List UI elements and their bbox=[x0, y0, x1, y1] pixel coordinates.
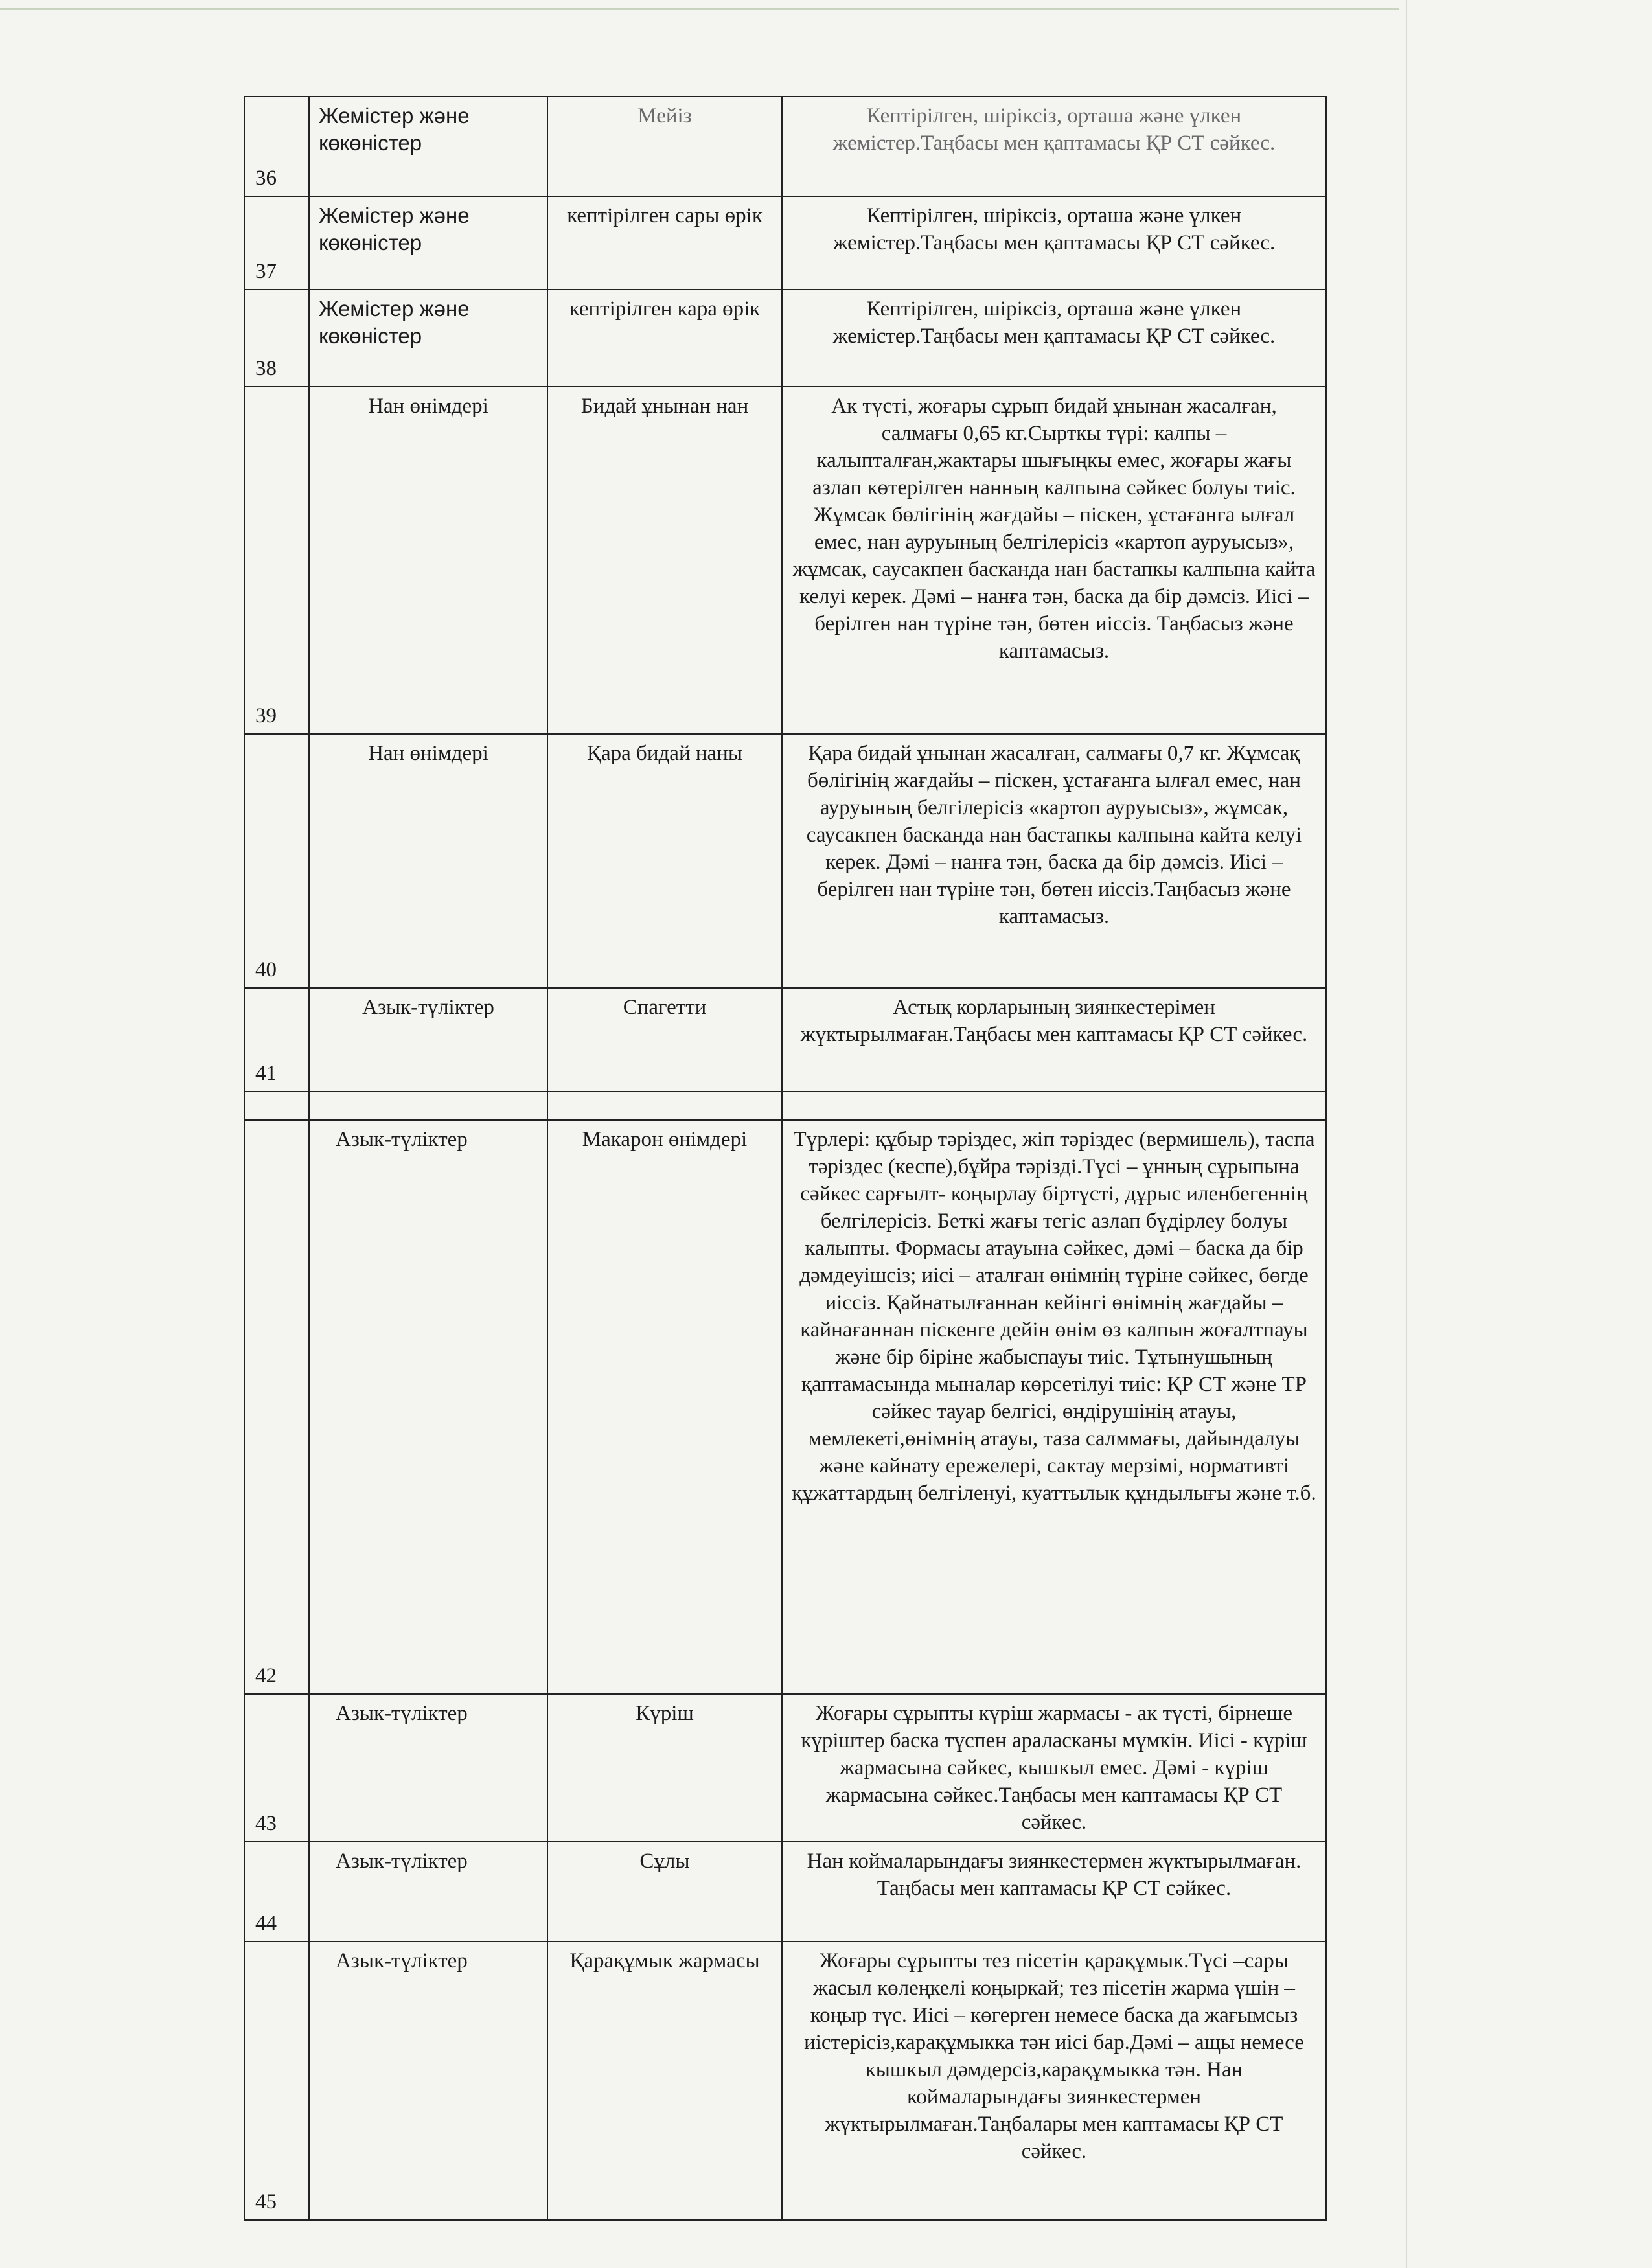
spacer-cell bbox=[309, 1092, 547, 1120]
row-category: Нан өнімдері bbox=[309, 734, 547, 988]
row-description: Ак түсті, жоғары сұрып бидай ұнынан жасалған, салмағы 0,65 кг.Сырткы түрі: калпы –калыпталған,жактары шығыңкы емес, жоғары жағы азлап көтерілген нанның калпына сәйкес болуы тиіс. Жұмсак бөлігінің жағдайы – піскен, ұстағанга ылғал емес, нан ауруының белгілерісіз «картоп ауруысыз», жұмсак, саусакпен басканда нан бастапкы калпына кайта келуі керек. Дәмі – нанға тән, баска да бір дәмсіз. Иісі – берілген нан түріне тән, бөтен иіссіз. Таңбасыз және каптамасыз. bbox=[782, 387, 1326, 734]
table-row bbox=[244, 1694, 1326, 1842]
row-product: Күріш bbox=[547, 1694, 782, 1842]
row-number: 40 bbox=[244, 734, 309, 988]
row-category: Азык-түліктер bbox=[309, 1842, 547, 1942]
table-row bbox=[244, 1120, 1326, 1694]
row-category: Жемістер және көкөністер bbox=[309, 290, 547, 387]
row-number: 42 bbox=[244, 1120, 309, 1694]
row-category: Жемістер және көкөністер bbox=[309, 196, 547, 290]
table-row bbox=[244, 290, 1326, 387]
scan-page-edge bbox=[1406, 0, 1407, 2268]
spacer-cell bbox=[782, 1092, 1326, 1120]
row-number: 41 bbox=[244, 988, 309, 1092]
table-spacer-row bbox=[244, 1092, 1326, 1120]
row-description: Жоғары сұрыпты тез пісетін қарақұмык.Түсі –сары жасыл көлеңкелі коңыркай; тез пісетін жарма үшін – коңыр түс. Иісі – көгерген немесе баска да жағымсыз иістерісіз,карақұмыкка тән иісі бар.Дәмі – ащы немесе кышкыл дәмдерсіз,карақұмыкка тән. Нан коймаларындағы зиянкестермен жүктырылмаған.Таңбалары мен каптамасы ҚР СТ сәйкес. bbox=[782, 1942, 1326, 2220]
spacer-cell bbox=[244, 1092, 309, 1120]
row-product: Қарақұмык жармасы bbox=[547, 1942, 782, 2220]
row-product: кептірілген кара өрік bbox=[547, 290, 782, 387]
table-row bbox=[244, 988, 1326, 1092]
row-number: 38 bbox=[244, 290, 309, 387]
row-description: Кептірілген, шіріксіз, орташа және үлкен жемістер.Таңбасы мен қаптамасы ҚР СТ сәйкес. bbox=[782, 97, 1326, 196]
row-number: 43 bbox=[244, 1694, 309, 1842]
spacer-cell bbox=[547, 1092, 782, 1120]
row-product: кептірілген сары өрік bbox=[547, 196, 782, 290]
table-row bbox=[244, 97, 1326, 196]
row-product: Мейіз bbox=[547, 97, 782, 196]
table-row bbox=[244, 1942, 1326, 2220]
row-number: 45 bbox=[244, 1942, 309, 2220]
table-row bbox=[244, 196, 1326, 290]
row-product: Спагетти bbox=[547, 988, 782, 1092]
product-spec-table bbox=[244, 96, 1327, 2221]
row-product: Макарон өнімдері bbox=[547, 1120, 782, 1694]
row-description: Түрлері: құбыр тәріздес, жіп тәріздес (вермишель), таспа тәріздес (кеспе),бұйра тәрізді.Түсі – ұнның сұрыпына сәйкес сарғылт- коңырлау біртүсті, дұрыс иленбегеннің белгілерісіз. Беткі жағы тегіс азлап бүдірлеу болуы калыпты. Формасы атауына сәйкес, дәмі – баска да бір дәмдеуішсіз; иісі – аталған өнімнің түріне сәйкес, бөгде иіссіз. Қайнатылғаннан кейінгі өнімнің жағдайы – кайнағаннан піскенге дейін өнім өз калпын жоғалтпауы және бір біріне жабыспауы тиіс. Тұтынушының қаптамасында мыналар көрсетілуі тиіс: ҚР СТ және ТР сәйкес тауар белгісі, өндірушінің атауы, мемлекеті,өнімнің атауы, таза салммағы, дайындалуы және кайнату ережелері, сактау мерзімі, нормативті құжаттардың белгіленуі, куаттылык құндылығы және т.б. bbox=[782, 1120, 1326, 1694]
row-category: Азык-түліктер bbox=[309, 988, 547, 1092]
row-description: Астық корларының зиянкестерімен жүктырылмаған.Таңбасы мен каптамасы ҚР СТ сәйкес. bbox=[782, 988, 1326, 1092]
row-description: Кептірілген, шіріксіз, орташа және үлкен жемістер.Таңбасы мен қаптамасы ҚР СТ сәйкес. bbox=[782, 196, 1326, 290]
row-description: Кептірілген, шіріксіз, орташа және үлкен жемістер.Таңбасы мен қаптамасы ҚР СТ сәйкес. bbox=[782, 290, 1326, 387]
row-product: Қара бидай наны bbox=[547, 734, 782, 988]
row-product: Сұлы bbox=[547, 1842, 782, 1942]
row-description: Қара бидай ұнынан жасалған, салмағы 0,7 кг. Жұмсақ бөлігінің жағдайы – піскен, ұстағанга ылғал емес, нан ауруының белгілерісіз «картоп ауруысыз», жұмсак, саусакпен басканда нан бастапкы калпына кайта келуі керек. Дәмі – нанға тән, баска да бір дәмсіз. Иісі – берілген нан түріне тән, бөтен иіссіз.Таңбасыз және каптамасыз. bbox=[782, 734, 1326, 988]
row-number: 44 bbox=[244, 1842, 309, 1942]
row-number: 39 bbox=[244, 387, 309, 734]
row-category: Жемістер және көкөністер bbox=[309, 97, 547, 196]
row-category: Азык-түліктер bbox=[309, 1694, 547, 1842]
table-row bbox=[244, 1842, 1326, 1942]
row-category: Азык-түліктер bbox=[309, 1120, 547, 1694]
scan-top-line bbox=[0, 8, 1399, 10]
row-description: Нан коймаларындағы зиянкестермен жүктырылмаған. Таңбасы мен каптамасы ҚР СТ сәйкес. bbox=[782, 1842, 1326, 1942]
table-row bbox=[244, 734, 1326, 988]
row-category: Нан өнімдері bbox=[309, 387, 547, 734]
row-description: Жоғары сұрыпты күріш жармасы - ак түсті, бірнеше күріштер баска түспен араласканы мүмкін. Иісі - күріш жармасына сәйкес, кышкыл емес. Дәмі - күріш жармасына сәйкес.Таңбасы мен каптамасы ҚР СТ сәйкес. bbox=[782, 1694, 1326, 1842]
row-number: 37 bbox=[244, 196, 309, 290]
table-row bbox=[244, 387, 1326, 734]
row-number: 36 bbox=[244, 97, 309, 196]
row-category: Азык-түліктер bbox=[309, 1942, 547, 2220]
row-product: Бидай ұнынан нан bbox=[547, 387, 782, 734]
